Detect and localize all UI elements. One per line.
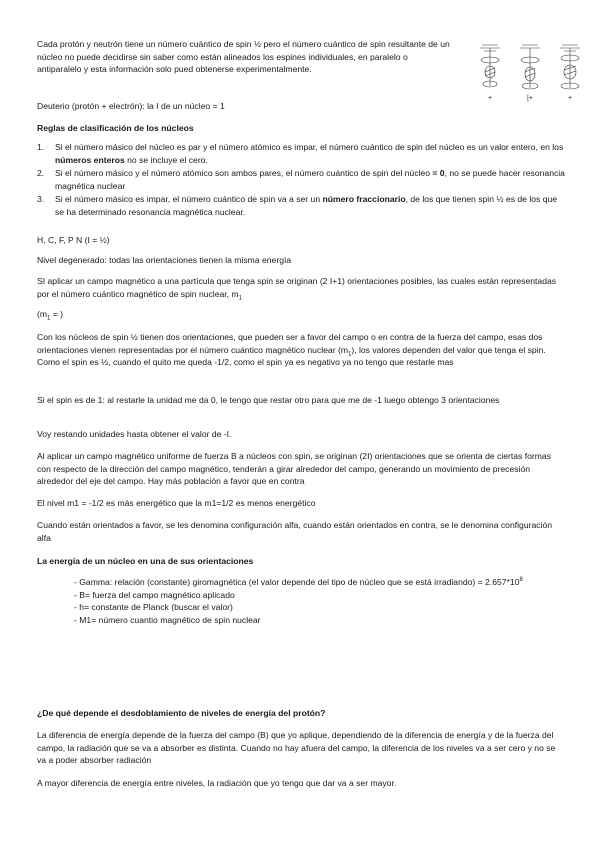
list-item: - h= constante de Planck (buscar el valor) — [74, 602, 233, 613]
answer-paragraph: La diferencia de energía depende de la fuerza del campo (B) que yo aplique, dependiendo de la diferencia de energía y de la fuerza del campo, la radiación que se va a absorber es distinta. Cuando no hay afuera del campo, la diferencia de los niveles va a ser cero y no se va a poder absorber radiación — [37, 730, 556, 766]
rules-list — [37, 141, 565, 220]
m1-line: ($m_1$ = ) — [37, 309, 64, 322]
spin-one-paragraph: Si el spin es de 1: al restarle la unidad me da 0, le tengo que restar otro para que me de -1 luego obtengo 3 orientaciones — [37, 395, 500, 405]
rule-item: 1. Si el número másico del núcleo es par y el número atómico es impar, el número cuántico de spin del núcleo es un valor entero, en los números enteros no se incluye el cero. — [37, 142, 564, 165]
intro-paragraph: Cada protón y neutrón tiene un número cuántico de spin ½ pero el número cuántico de spin resultante de un núcleo no puede decidirse sin saber como están alineados los espines individuales, en paralelo o antiparalelo y esta información solo pued obtenerse experimentalmente. — [37, 39, 450, 75]
alpha-configuration-paragraph: Cuando están orientados a favor, se les denomina configuración alfa, cuando están orientados en contra, se le denomina configuración alfa — [37, 520, 553, 543]
degenerate-level-line: Nivel degenerado: todas las orientaciones tienen la misma energía — [37, 255, 292, 265]
nuclei-line: H, C, F, P N (I = ½) — [37, 235, 110, 245]
nuclear-spin-precession-figure — [470, 42, 590, 104]
list-item: - M1= número cuantio magnético de spin nuclear — [74, 614, 261, 625]
list-item: - B= fuerza del campo magnético aplicado — [74, 589, 235, 600]
conclusion-line: A mayor diferencia de energía entre niveles, la radiación que yo tengo que dar va a ser mayor. — [37, 778, 397, 788]
figure-label-3: + — [567, 95, 573, 102]
figure-label-2: |+ — [527, 95, 533, 102]
uniform-field-paragraph: Al aplicar un campo magnético uniforme de fuerza B a núcleos con spin, se originan (2I) orientaciones que se orienta de ciertas formas con respecto de la dirección del campo magnético, tenderán a girar alrededor del campo, generando un movimiento de precesión alrededor del eje del campo. Hay más población a favor que en contra — [37, 451, 551, 487]
deuterio-line: Deuterio (protón + electrón): la I de un núcleo = 1 — [37, 101, 225, 111]
energy-variables-list — [74, 576, 564, 626]
rules-heading: Reglas de clasificación de los núcleos — [37, 123, 194, 133]
rule-item: 3. Si el número másico es impar, el número cuántico de spin va a ser un número fraccionario, de los que tienen spin ½ es de los que se ha determinado resonancia magnética nuclear. — [37, 194, 558, 217]
question-heading: ¿De qué depende el desdoblamiento de niveles de energía del protón? — [37, 708, 326, 718]
rule-item: 2. Si el número másico y el número atómico son ambos pares, el número cuántico de spin del núcleo = 0, no se puede hacer resonancia magnética nuclear — [37, 168, 565, 191]
figure-label-1: + — [487, 95, 493, 102]
magnetic-field-paragraph: SI aplicar un campo magnético a una partícula que tenga spin se originan (2 I+1) orientaciones posibles, las cuales están representadas por el número cuántico magnético de spin nuclear, $m_1$ — [37, 276, 557, 302]
orientations-paragraph: Con los núcleos de spin ½ tienen dos orientaciones, que pueden ser a favor del campo o en contra de la fuerza del campo, esas dos orientaciones vienen representadas por el número cuántico magnético nuclear $(m_1)$, los valores dependen del valor que tenga el spin. Como el spin es ½, cuando el quito me queda -1/2, como el spin ya es negativo ya no tengo que restarle mas — [37, 332, 546, 368]
list-item: - Gamma: relación (constante) giromagnética (el valor depende del tipo de núcleo que se está irradiando) = $2.657*10^8$ — [74, 577, 523, 587]
energy-heading: La energía de un núcleo en una de sus orientaciones — [37, 556, 254, 566]
subtract-units-line: Voy restando unidades hasta obtener el valor de -I. — [37, 429, 232, 439]
energy-level-line: El nivel m1 = -1/2 es más energético que la m1=1/2 es menos energético — [37, 498, 316, 508]
